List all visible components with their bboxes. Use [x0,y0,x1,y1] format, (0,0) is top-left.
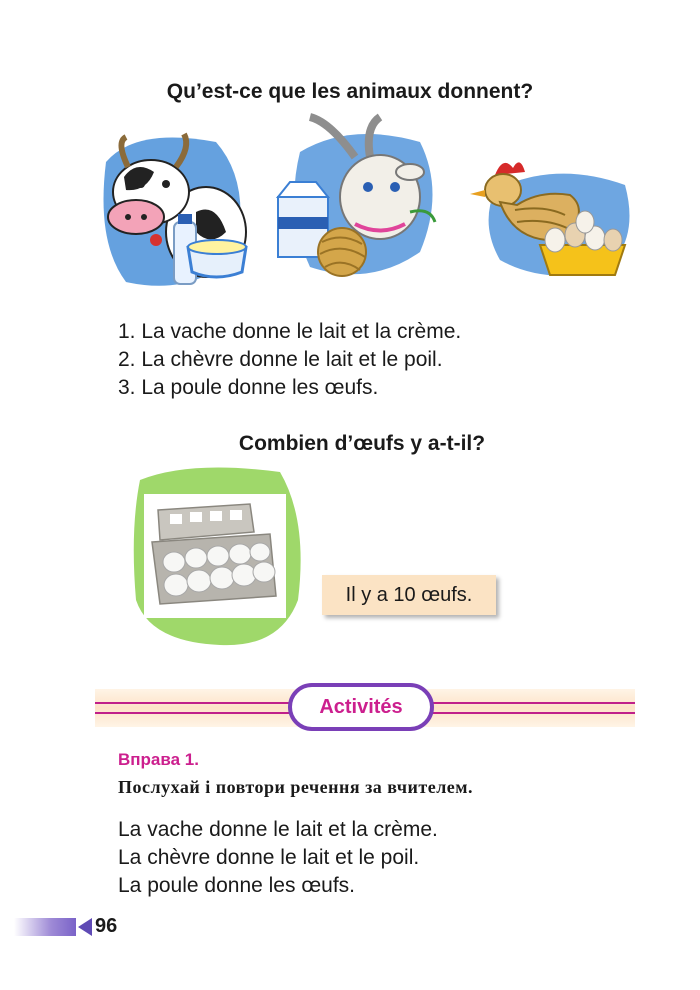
repeat-sentence-3: La poule donne les œufs. [118,874,355,897]
exercise-instruction: Послухай і повтори речення за вчителем. [118,777,474,797]
page-marker-arrow-icon [78,918,92,936]
statements-list [118,318,461,402]
statement-1: 1. La vache donne le lait et la crème. [118,320,462,343]
repeat-sentence-2: La chèvre donne le lait et le poil. [118,846,420,869]
section-title-eggs: Combien d’œufs y a-t-il? [238,432,486,455]
page-marker-bar [14,918,76,936]
answer-box: Il y a 10 œufs. [322,575,496,615]
cow-bell [150,234,162,246]
repeat-sentence-1: La vache donne le lait et la crème. [118,818,438,841]
exercise-label: Вправа 1. [118,750,199,769]
hen-comb [495,162,525,175]
repeat-sentences [118,816,438,900]
statement-2: 2. La chèvre donne le lait et le poil. [118,348,443,371]
hen-head [485,174,521,206]
cow-snout [108,200,164,234]
goat-illustration [270,112,450,292]
activities-label: Activités [288,683,434,731]
statement-3: 3. La poule donne les œufs. [118,376,379,399]
page-number: 96 [95,915,118,937]
cow-illustration [96,122,252,297]
hen-illustration [455,150,635,285]
section-title-animals: Qu’est-ce que les animaux donnent? [166,80,534,103]
egg-carton-illustration [130,460,310,650]
